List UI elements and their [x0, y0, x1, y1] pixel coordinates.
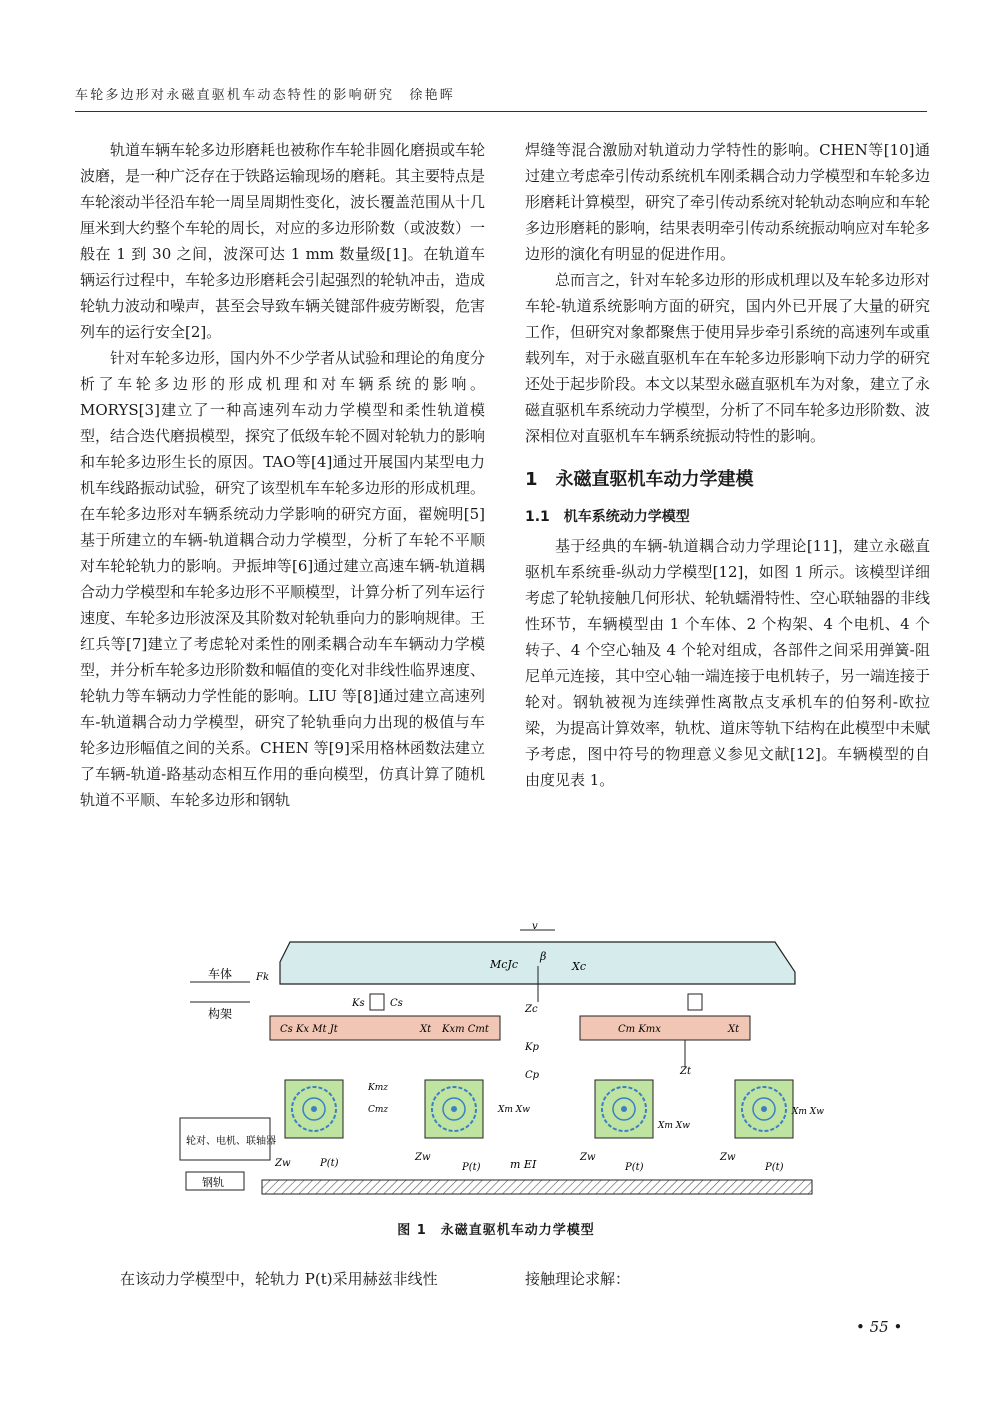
wheelset-unit: [735, 1080, 793, 1138]
figure-caption: 图 1 永磁直驱机车动力学模型: [397, 1223, 595, 1238]
rail-beam: [262, 1180, 812, 1194]
carbody-label: 车体: [208, 967, 233, 981]
dynamics-model-figure: [180, 921, 824, 1204]
bogie1-k: Kxm Cmt: [442, 1024, 489, 1035]
zw-symbol: Zw: [415, 1152, 431, 1163]
xc-symbol: Xc: [572, 960, 586, 973]
bogie-label: 构架: [208, 1007, 233, 1021]
cmz-symbol: Cmz: [368, 1105, 389, 1115]
bottom-left-text: 在该动力学模型中，轮轨力 P(t)采用赫兹非线性: [120, 1270, 438, 1288]
wheelset-unit: [425, 1080, 483, 1138]
xm-xw-symbol: Xm Xw: [658, 1121, 690, 1131]
wheelset-label: 轮对、电机、联轴器: [186, 1136, 276, 1147]
bogie1-xt: Xt: [420, 1024, 432, 1035]
p-symbol: P(t): [462, 1162, 481, 1173]
xm-xw-symbol: Xm Xw: [498, 1105, 530, 1115]
xm-xw-symbol: Xm Xw: [792, 1107, 824, 1117]
paragraph: 焊缝等混合激励对轨道动力学特性的影响。CHEN等[10]通过建立考虑牵引传动系统机车刚柔耦合动力学模型和车轮多边形磨耗计算模型，研究了牵引传动系统对轮轨动态响应和车轮多边形磨耗的影响，结果表明牵引传动系统振动响应对车轮多边形的演化有明显的促进作用。: [525, 141, 931, 263]
ks-symbol: Ks: [352, 998, 365, 1009]
page-number: • 55 •: [856, 1318, 903, 1336]
wheelset-unit: [285, 1080, 343, 1138]
paragraph: 基于经典的车辆-轨道耦合动力学理论[11]，建立永磁直驱机车系统垂-纵动力学模型[12]，如图 1 所示。该模型详细考虑了轮轨接触几何形状、轮轨蠕滑特性、空心联轴器的非线性环节，车辆模型由 1 个车体、2 个构架、4 个电机、4 个转子、4 个空心轴及 4 个轮对组成，各部件之间采用弹簧-阻尼单元连接，其中空心轴一端连接于电机转子，另一端连接于轮对。钢轨被视为连续弹性离散点支承机车的伯努利-欧拉梁，为提高计算效率，轨枕、道床等轨下结构在此模型中未赋予考虑，图中符号的物理意义参见文献[12]。车辆模型的自由度见表 1。: [525, 537, 931, 789]
kp-symbol: Kp: [525, 1042, 539, 1053]
bogie2-symbols: Cm Kmx: [618, 1024, 661, 1035]
bogie1-symbols: Cs Kx Mt Jt: [280, 1024, 338, 1035]
section-title: 1 永磁直驱机车动力学建模: [525, 469, 754, 490]
subsection-title: 1.1 机车系统动力学模型: [525, 509, 690, 525]
zw-symbol: Zw: [580, 1152, 596, 1163]
zc-symbol: Zc: [525, 1004, 538, 1015]
running-header: 车轮多边形对永磁直驱机车动态特性的影响研究 徐艳晖: [75, 88, 456, 103]
right-column: [525, 137, 930, 793]
kmz-symbol: Kmz: [368, 1083, 388, 1093]
p-symbol: P(t): [320, 1158, 339, 1169]
bogie-frame-rear: [580, 1016, 750, 1040]
zw-symbol: Zw: [275, 1158, 291, 1169]
wheelset-unit: [595, 1080, 653, 1138]
carbody-symbol: McJc: [490, 958, 518, 971]
zt-symbol: Zt: [680, 1066, 691, 1077]
cp-symbol: Cp: [525, 1070, 540, 1081]
velocity-symbol: v: [532, 921, 538, 932]
bottom-right-text: 接触理论求解：: [525, 1270, 631, 1288]
zw-symbol: Zw: [720, 1152, 736, 1163]
paragraph: 总而言之，针对车轮多边形的形成机理以及车轮多边形对车轮-轨道系统影响方面的研究，国内外已开展了大量的研究工作，但研究对象都聚焦于使用异步牵引系统的高速列车或重载列车，对于永磁直驱机车在车轮多边形影响下动力学的研究还处于起步阶段。本文以某型永磁直驱机车为对象，建立了永磁直驱机车系统动力学模型，分析了不同车轮多边形阶数、波深相位对直驱机车车辆系统振动特性的影响。: [525, 271, 931, 445]
fk-symbol: Fk: [256, 972, 269, 983]
bogie2-x: Xt: [728, 1024, 740, 1035]
beta-symbol: β: [540, 950, 547, 963]
left-column: [80, 137, 485, 813]
header-rule: [75, 111, 927, 112]
p-symbol: P(t): [625, 1162, 644, 1173]
paragraph: 针对车轮多边形，国内外不少学者从试验和理论的角度分析了车轮多边形的形成机理和对车辆系统的影响。MORYS[3]建立了一种高速列车动力学模型和柔性轨道模型，结合迭代磨损模型，探究了低级车轮不圆对轮轨力的影响和车轮多边形生长的原因。TAO等[4]通过开展国内某型电力机车线路振动试验，研究了该型机车车轮多边形的形成机理。在车轮多边形对车辆系统动力学影响的研究方面，翟婉明[5]基于所建立的车辆-轨道耦合动力学模型，分析了车轮不平顺对车轮轮轨力的影响。尹振坤等[6]通过建立高速车辆-轨道耦合动力学模型和车轮多边形不平顺模型，计算分析了列车运行速度、车轮多边形波深及其阶数对轮轨垂向力的影响规律。王红兵等[7]建立了考虑轮对柔性的刚柔耦合动车车辆动力学模型，并分析车轮多边形阶数和幅值的变化对非线性临界速度、轮轨力等车辆动力学性能的影响。LIU 等[8]通过建立高速列车-轨道耦合动力学模型，研究了轮轨垂向力出现的极值与车轮多边形幅值之间的关系。CHEN 等[9]采用格林函数法建立了车辆-轨道-路基动态相互作用的垂向模型，仿真计算了随机轨道不平顺、车轮多边形和钢轨: [80, 349, 486, 809]
p-symbol: P(t): [765, 1162, 784, 1173]
rail-symbol: m EI: [510, 1158, 537, 1171]
cs-symbol: Cs: [390, 998, 403, 1009]
paragraph: 轨道车辆车轮多边形磨耗也被称作车轮非圆化磨损或车轮波磨，是一种广泛存在于铁路运输现场的磨耗。其主要特点是车轮滚动半径沿车轮一周呈周期性变化，波长覆盖范围从十几厘米到大约整个车轮的周长，对应的多边形阶数（或波数）一般在 1 到 30 之间，波深可达 1 mm 数量级[1]。在轨道车辆运行过程中，车轮多边形磨耗会引起强烈的轮轨冲击，造成轮轨力波动和噪声，甚至会导致车辆关键部件疲劳断裂，危害列车的运行安全[2]。: [80, 141, 486, 341]
rail-label: 钢轨: [202, 1176, 224, 1189]
